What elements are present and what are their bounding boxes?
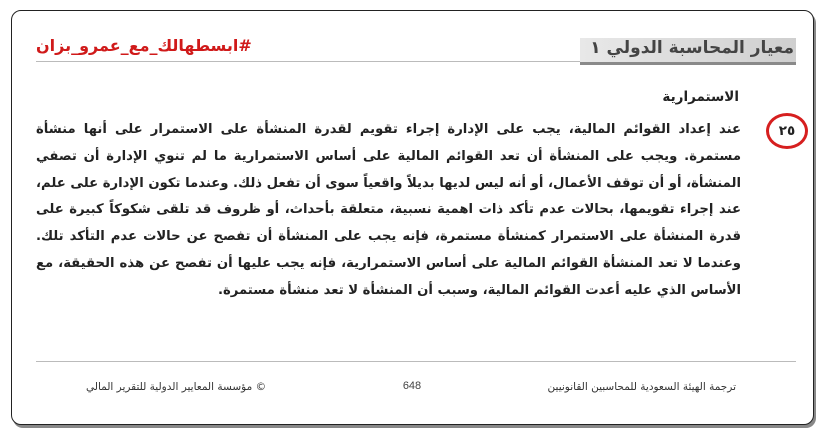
header-divider <box>36 61 580 62</box>
footer-divider <box>36 361 796 362</box>
hashtag-label: #ابسطهالك_مع_عمرو_بزان <box>36 36 252 55</box>
footer-copyright: © مؤسسة المعايير الدولية للتقرير المالي <box>86 381 267 393</box>
paragraph-text: عند إعداد القوائم المالية، يجب على الإدارة إجراء تقويم لقدرة المنشأة على الاستمرار على أنها منشأة مستمرة. ويجب على المنشأة أن تعد القوائم المالية على أساس الاستمرارية ما لم تنوي الإدارة أن تصفي المنشأة، أو أن توقف الأعمال، أو أنه ليس لديها بديلاً واقعياً سوى أن تفعل ذلك. وعندما تكون الإدارة على علم، عند إجراء تقويمها، بحالات عدم تأكد ذات اهمية نسبية، متعلقة بأحداث، أو ظروف قد تلقى شكوكاً كبيرة على قدرة المنشأة على الاستمرار كمنشأة مستمرة، فإنه يجب على المنشأة أن تفصح عن حالات عدم التأكد تلك. وعندما لا تعد المنشأة القوائم المالية على أساس الاستمرارية، فإنه يجب عليها أن تفصح عن هذه الحقيقة، مع الأساس الذي عليه أعدت القوائم المالية، وسبب أن المنشأة لا تعد منشأة مستمرة. <box>36 122 741 298</box>
standard-title: معيار المحاسبة الدولي ١ <box>590 38 794 58</box>
paragraph-number-badge: ٢٥ <box>766 113 808 149</box>
section-heading: الاستمرارية <box>662 89 739 105</box>
footer-translation-credit: ترجمة الهيئة السعودية للمحاسبين القانونيين <box>547 381 736 393</box>
page-number: 648 <box>402 380 422 392</box>
